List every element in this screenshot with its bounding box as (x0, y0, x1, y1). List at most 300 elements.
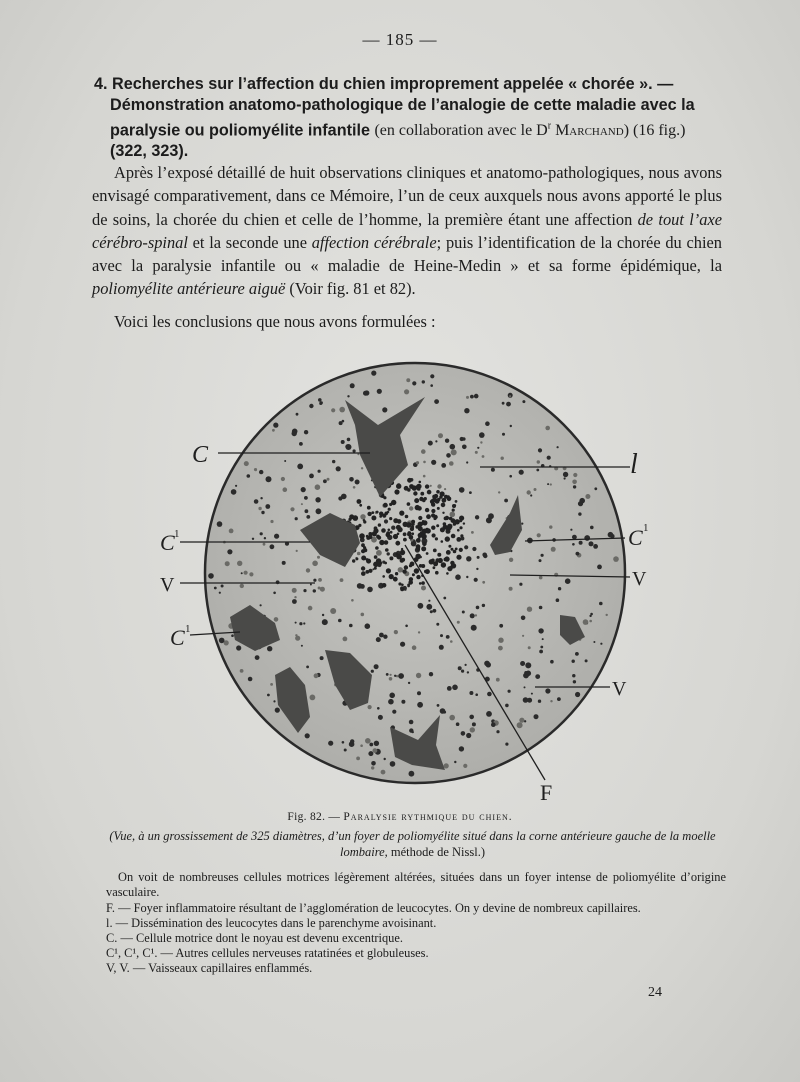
leucocyte-dot (486, 517, 492, 523)
focus-leucocyte-dot (352, 559, 355, 562)
leucocyte-dot (323, 479, 327, 483)
focus-leucocyte-dot (398, 582, 401, 585)
leucocyte-dot (357, 552, 361, 556)
leucocyte-dot (550, 483, 552, 485)
leucocyte-dot (281, 477, 285, 481)
leucocyte-dot (219, 638, 225, 644)
leucocyte-dot (273, 700, 275, 702)
leucocyte-dot (579, 541, 583, 545)
focus-leucocyte-dot (416, 544, 421, 549)
leucocyte-dot (524, 686, 526, 688)
leucocyte-dot (270, 683, 273, 686)
leucocyte-dot (521, 523, 523, 525)
leucocyte-dot (322, 614, 324, 616)
legend-item-V: V, V. — Vaisseaux capillaires enflammés. (106, 961, 313, 975)
leucocyte-dot (498, 638, 503, 643)
leucocyte-dot (320, 656, 324, 660)
leucocyte-dot (421, 449, 426, 454)
label-C1-left: C (160, 530, 175, 555)
legend-item-C: C. — Cellule motrice dont le noyau est devenu excentrique. (106, 931, 403, 945)
focus-leucocyte-dot (426, 528, 431, 533)
leucocyte-dot (487, 692, 492, 697)
focus-leucocyte-dot (434, 494, 438, 498)
leucocyte-dot (538, 448, 542, 452)
focus-leucocyte-dot (425, 484, 429, 488)
leucocyte-dot (408, 682, 410, 684)
leucocyte-dot (299, 442, 303, 446)
leucocyte-dot (545, 688, 550, 693)
leucocyte-dot (315, 484, 321, 490)
focus-leucocyte-dot (381, 528, 386, 533)
leucocyte-dot (498, 491, 500, 493)
focus-leucocyte-dot (427, 490, 432, 495)
focus-leucocyte-dot (447, 566, 452, 571)
leucocyte-dot (225, 561, 230, 566)
leucocyte-dot (377, 707, 380, 710)
leucocyte-dot (409, 720, 414, 725)
leucocyte-dot (431, 460, 436, 465)
leucocyte-dot (466, 396, 469, 399)
leucocyte-dot (450, 444, 456, 450)
leucocyte-dot (477, 447, 479, 449)
focus-leucocyte-dot (448, 545, 451, 548)
leucocyte-dot (443, 711, 446, 714)
focus-leucocyte-dot (401, 558, 405, 562)
leucocyte-dot (367, 587, 373, 593)
leucocyte-dot (498, 646, 503, 651)
leucocyte-dot (430, 610, 433, 613)
focus-leucocyte-dot (451, 534, 456, 539)
focus-leucocyte-dot (446, 550, 451, 555)
leucocyte-dot (386, 673, 389, 676)
leucocyte-dot (417, 702, 423, 708)
leucocyte-dot (519, 583, 522, 586)
leucocyte-dot (296, 550, 298, 552)
leucocyte-dot (304, 430, 308, 434)
leucocyte-dot (274, 534, 279, 539)
leucocyte-dot (306, 568, 310, 572)
focus-leucocyte-dot (401, 548, 403, 550)
leucocyte-dot (313, 579, 316, 582)
figure-caption-title: Fig. 82. — Paralysie rythmique du chien. (287, 811, 513, 823)
leucocyte-dot (295, 634, 297, 636)
leucocyte-dot (360, 584, 365, 589)
histology-figure (150, 345, 670, 805)
focus-leucocyte-dot (402, 569, 406, 573)
leucocyte-dot (409, 771, 415, 777)
focus-leucocyte-dot (386, 568, 391, 573)
leucocyte-dot (496, 678, 500, 682)
focus-leucocyte-dot (397, 527, 402, 532)
leucocyte-dot (379, 633, 384, 638)
leucocyte-dot (509, 475, 512, 478)
focus-leucocyte-dot (353, 515, 359, 521)
leucocyte-dot (557, 446, 559, 448)
leucocyte-dot (296, 413, 299, 416)
leucocyte-dot (208, 573, 214, 579)
focus-leucocyte-dot (460, 534, 463, 537)
leucocyte-dot (371, 371, 376, 376)
focus-leucocyte-dot (399, 511, 404, 516)
leucocyte-dot (283, 487, 288, 492)
leucocyte-dot (462, 611, 465, 614)
leucocyte-dot (482, 455, 485, 458)
focus-leucocyte-dot (449, 517, 453, 521)
leucocyte-dot (265, 504, 270, 509)
leucocyte-dot (479, 432, 485, 438)
leucocyte-dot (523, 699, 525, 701)
leucocyte-dot (451, 449, 457, 455)
focus-leucocyte-dot (441, 540, 444, 543)
focus-leucocyte-dot (368, 532, 372, 536)
leucocyte-dot (297, 464, 303, 470)
leucocyte-dot (527, 607, 532, 612)
leucocyte-dot (401, 700, 405, 704)
leucocyte-dot (599, 602, 603, 606)
leucocyte-dot (418, 603, 424, 609)
leucocyte-dot (474, 578, 478, 582)
focus-leucocyte-dot (418, 516, 422, 520)
leucocyte-dot (374, 741, 379, 746)
legend-item-F: F. — Foyer inflammatoire résultant de l’agglomération de leucocytes. On y devine de nombreux capillaires. (106, 901, 641, 915)
leucocyte-dot (551, 547, 556, 552)
leucocyte-dot (505, 704, 509, 708)
leucocyte-dot (576, 552, 580, 556)
focus-leucocyte-dot (393, 534, 398, 539)
focus-leucocyte-dot (368, 569, 372, 573)
leucocyte-dot (304, 496, 308, 500)
focus-leucocyte-dot (444, 556, 449, 561)
focus-leucocyte-dot (452, 509, 455, 512)
leucocyte-dot (590, 526, 594, 530)
focus-leucocyte-dot (361, 566, 365, 570)
leucocyte-dot (264, 537, 266, 539)
focus-leucocyte-dot (409, 564, 412, 567)
leucocyte-dot (241, 572, 243, 574)
leucocyte-dot (475, 693, 478, 696)
leucocyte-dot (457, 621, 460, 624)
leucocyte-dot (244, 571, 248, 575)
leucocyte-dot (260, 497, 262, 499)
leucocyte-dot (423, 461, 426, 464)
focus-leucocyte-dot (421, 564, 425, 568)
focus-leucocyte-dot (411, 532, 414, 535)
focus-leucocyte-dot (382, 575, 385, 578)
focus-leucocyte-dot (451, 548, 454, 551)
leucocyte-dot (539, 559, 542, 562)
leucocyte-dot (585, 659, 588, 662)
leucocyte-dot (435, 440, 437, 442)
leucocyte-dot (499, 624, 503, 628)
leucocyte-dot (318, 470, 321, 473)
focus-leucocyte-dot (431, 526, 435, 530)
label-V-left: V (160, 574, 175, 596)
leucocyte-dot (322, 619, 328, 625)
leucocyte-dot (394, 675, 396, 677)
leucocyte-dot (249, 572, 253, 576)
leucocyte-dot (578, 512, 581, 515)
leucocyte-dot (258, 507, 261, 510)
focus-leucocyte-dot (436, 490, 440, 494)
leucocyte-dot (214, 587, 217, 590)
leucocyte-dot (344, 749, 347, 752)
leucocyte-dot (339, 407, 345, 413)
leucocyte-dot (382, 407, 387, 412)
leucocyte-dot (583, 619, 589, 625)
focus-leucocyte-dot (433, 566, 436, 569)
leucocyte-dot (353, 486, 356, 489)
focus-leucocyte-dot (371, 511, 374, 514)
leucocyte-dot (270, 520, 273, 523)
leucocyte-dot (365, 738, 371, 744)
leucocyte-dot (505, 743, 508, 746)
leucocyte-dot (455, 500, 458, 503)
leucocyte-dot (466, 733, 471, 738)
focus-leucocyte-dot (403, 522, 408, 527)
focus-leucocyte-dot (435, 537, 438, 540)
leucocyte-dot (565, 578, 571, 584)
leucocyte-dot (409, 506, 413, 510)
leucocyte-dot (254, 499, 259, 504)
leucocyte-dot (486, 662, 491, 667)
focus-leucocyte-dot (407, 502, 411, 506)
leucocyte-dot (255, 655, 260, 660)
focus-leucocyte-dot (429, 559, 434, 564)
leucocyte-dot (556, 598, 560, 602)
leucocyte-dot (482, 581, 485, 584)
focus-leucocyte-dot (440, 527, 445, 532)
leucocyte-dot (496, 730, 499, 733)
leucocyte-dot (501, 457, 504, 460)
focus-leucocyte-dot (438, 558, 443, 563)
focus-leucocyte-dot (394, 489, 399, 494)
focus-leucocyte-dot (425, 508, 429, 512)
leucocyte-dot (465, 664, 467, 666)
leucocyte-dot (430, 384, 433, 387)
leucocyte-dot (284, 460, 286, 462)
leucocyte-dot (509, 558, 513, 562)
leucocyte-dot (384, 519, 388, 523)
body-paragraph-1: Après l’exposé détaillé de huit observations cliniques et anatomo-pathologiques, nous avons envisagé comparativement, dans ce Mémoire, l’un de ceux auxquels nous avons apporté le plus de soins, la chorée du chien et celle de l’homme, la première étant une affection de tout l’axe cérébro-spinal et la seconde une affection cérébrale; puis l’identification de la chorée du chien avec la paralysie infantile ou « maladie de Heine-Medin » et sa forme épidémique, la poliomyélite antérieure aiguë (Voir fig. 81 et 82). (92, 163, 722, 299)
leucocyte-dot (510, 425, 512, 427)
leucocyte-dot (520, 661, 525, 666)
leucocyte-dot (272, 429, 275, 432)
leucocyte-dot (594, 487, 597, 490)
leucocyte-dot (350, 383, 355, 388)
focus-leucocyte-dot (407, 531, 411, 535)
leucocyte-dot (597, 565, 602, 570)
leucocyte-dot (376, 637, 381, 642)
focus-leucocyte-dot (407, 478, 412, 483)
leucocyte-dot (353, 449, 356, 452)
leucocyte-dot (305, 509, 309, 513)
leucocyte-dot (491, 722, 496, 727)
leucocyte-dot (527, 490, 531, 494)
leucocyte-dot (310, 695, 316, 701)
focus-leucocyte-dot (421, 581, 425, 585)
focus-leucocyte-dot (378, 523, 381, 526)
leucocyte-dot (368, 705, 372, 709)
focus-leucocyte-dot (401, 584, 404, 587)
focus-leucocyte-dot (355, 557, 358, 560)
leucocyte-dot (502, 402, 505, 405)
leucocyte-dot (389, 677, 393, 681)
leucocyte-dot (430, 374, 434, 378)
leucocyte-dot (350, 739, 354, 743)
leucocyte-dot (585, 494, 590, 499)
leucocyte-dot (525, 662, 531, 668)
leucocyte-dot (558, 587, 561, 590)
focus-leucocyte-dot (403, 538, 407, 542)
leucocyte-dot (320, 587, 325, 592)
leucocyte-dot (525, 674, 528, 677)
leucocyte-dot (519, 718, 524, 723)
leucocyte-dot (341, 494, 347, 500)
leucocyte-dot (522, 635, 524, 637)
focus-leucocyte-dot (373, 528, 378, 533)
leucocyte-dot (315, 497, 320, 502)
focus-leucocyte-dot (413, 491, 417, 495)
leucocyte-dot (547, 483, 549, 485)
leucocyte-dot (229, 529, 234, 534)
leucocyte-dot (461, 731, 466, 736)
leucocyte-dot (445, 439, 449, 443)
leucocyte-dot (506, 402, 511, 407)
leucocyte-dot (527, 698, 532, 703)
leucocyte-dot (476, 606, 480, 610)
label-C1-lower-sup: 1 (185, 623, 191, 635)
leucocyte-dot (462, 437, 466, 441)
focus-leucocyte-dot (371, 516, 376, 521)
leucocyte-dot (606, 614, 608, 616)
leucocyte-dot (563, 472, 568, 477)
leucocyte-dot (369, 743, 373, 747)
label-C1-right-sup: 1 (643, 522, 649, 534)
leucocyte-dot (412, 731, 414, 733)
label-C: C (192, 442, 209, 468)
leucocyte-dot (266, 476, 272, 482)
leucocyte-dot (471, 531, 474, 534)
leucocyte-dot (423, 475, 426, 478)
leucocyte-dot (538, 700, 541, 703)
leucocyte-dot (254, 468, 257, 471)
focus-leucocyte-dot (395, 541, 400, 546)
focus-leucocyte-dot (457, 529, 460, 532)
focus-leucocyte-dot (383, 496, 386, 499)
leucocyte-dot (303, 589, 306, 592)
leucocyte-dot (464, 545, 468, 549)
leucocyte-dot (347, 438, 351, 442)
leucocyte-dot (412, 381, 416, 385)
leucocyte-dot (536, 469, 539, 472)
focus-leucocyte-dot (431, 509, 435, 513)
legend-item-C1: C¹, C¹, C¹. — Autres cellules nerveuses ratatinées et globuleuses. (106, 946, 429, 960)
leucocyte-dot (476, 568, 478, 570)
leucocyte-dot (418, 631, 420, 633)
leucocyte-dot (474, 394, 479, 399)
signature-mark: 24 (648, 985, 662, 1000)
leucocyte-dot (539, 650, 543, 654)
leucocyte-dot (273, 592, 276, 595)
leucocyte-dot (531, 693, 533, 695)
leucocyte-dot (504, 499, 508, 503)
leucocyte-dot (469, 715, 474, 720)
leucocyte-dot (573, 473, 577, 477)
focus-leucocyte-dot (441, 562, 446, 567)
focus-leucocyte-dot (388, 508, 391, 511)
leucocyte-dot (589, 541, 594, 546)
leucocyte-dot (294, 596, 296, 598)
leucocyte-dot (227, 549, 232, 554)
leucocyte-dot (338, 619, 342, 623)
leucocyte-dot (356, 757, 360, 761)
figure-caption-subtitle: (Vue, à un grossissement de 325 diamètres, d’un foyer de poliomyélite situé dans la corne antérieure gauche de la moelle lombaire, méthode de Nissl.) (109, 829, 716, 859)
leucocyte-dot (539, 576, 543, 580)
leucocyte-dot (600, 643, 602, 645)
focus-leucocyte-dot (396, 552, 399, 555)
leucocyte-dot (318, 587, 321, 590)
leucocyte-dot (342, 741, 345, 744)
focus-leucocyte-dot (363, 520, 366, 523)
leucocyte-dot (374, 664, 379, 669)
leucocyte-dot (309, 474, 314, 479)
leucocyte-dot (455, 574, 461, 580)
leucocyte-dot (584, 535, 590, 541)
leucocyte-dot (469, 691, 473, 695)
leucocyte-dot (572, 660, 575, 663)
leucocyte-dot (485, 421, 490, 426)
leucocyte-dot (539, 606, 543, 610)
focus-leucocyte-dot (435, 571, 439, 575)
leucocyte-dot (237, 561, 242, 566)
leucocyte-dot (260, 532, 263, 535)
leucocyte-dot (318, 398, 322, 402)
focus-leucocyte-dot (454, 504, 456, 506)
label-V-lower: V (612, 678, 627, 700)
leucocyte-dot (422, 380, 425, 383)
focus-leucocyte-dot (359, 504, 362, 507)
leucocyte-dot (486, 711, 492, 717)
leucocyte-dot (378, 715, 383, 720)
leucocyte-dot (346, 444, 352, 450)
leucocyte-dot (398, 567, 403, 572)
leucocyte-dot (376, 550, 382, 556)
focus-leucocyte-dot (416, 538, 421, 543)
focus-leucocyte-dot (358, 524, 361, 527)
leucocyte-dot (263, 543, 266, 546)
focus-leucocyte-dot (382, 514, 386, 518)
leucocyte-dot (343, 637, 348, 642)
leucocyte-dot (450, 512, 456, 518)
focus-leucocyte-dot (379, 515, 382, 518)
focus-leucocyte-dot (368, 559, 371, 562)
focus-leucocyte-dot (453, 550, 457, 554)
focus-leucocyte-dot (432, 533, 436, 537)
leucocyte-dot (491, 468, 495, 472)
leucocyte-dot (480, 441, 482, 443)
focus-leucocyte-dot (407, 585, 410, 588)
leucocyte-dot (267, 646, 272, 651)
leucocyte-dot (398, 673, 404, 679)
focus-leucocyte-dot (367, 506, 371, 510)
leucocyte-dot (534, 488, 537, 491)
leucocyte-dot (318, 578, 322, 582)
leucocyte-dot (306, 666, 309, 669)
leucocyte-dot (456, 722, 460, 726)
focus-leucocyte-dot (444, 517, 448, 521)
leucocyte-dot (429, 672, 433, 676)
focus-leucocyte-dot (407, 488, 411, 492)
